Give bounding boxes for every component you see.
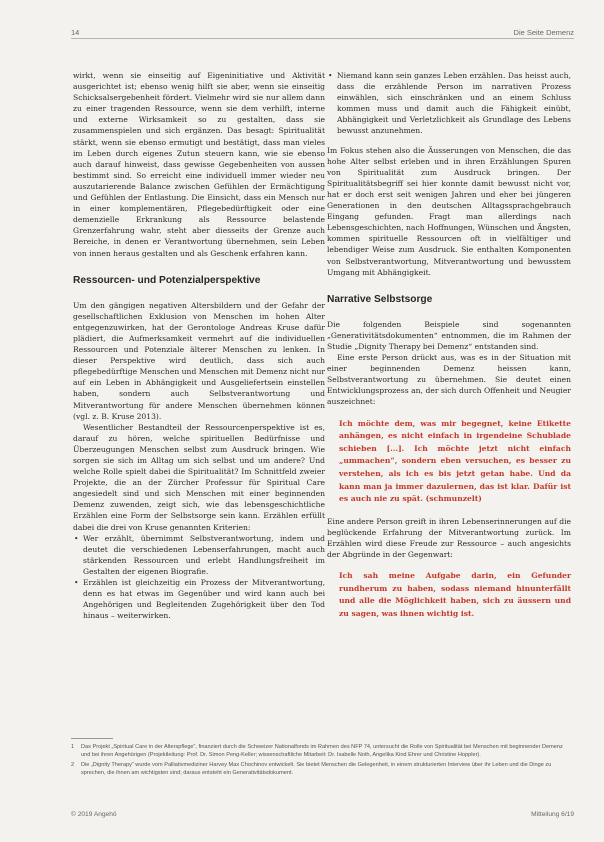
footnote: 1 Das Projekt „Spiritual Care in der Alterspflege“, finanziert durch die Schweizer Nationalfonds im Rahmen des NFP 74, untersucht die Rolle von Spiritualität bei Menschen mit beginnender Demenz und bei ihren Angehörigen (Projektleitung: Prof. Dr. Simon Peng-Keller; wissenschaftliche Mitarbeit: Dr. Isabelle Noth, Angelika Kind Ehrer und Christine Hoppler). xyxy=(71,744,563,758)
paragraph-erste-person: Eine erste Person drückt aus, was es in der Situation mit einer beginnenden Demenz heissen kann, Selbstverantwortung zu übernehmen. Sie deutet einen Entwicklungsprozess an, der sich durch Offenheit und Neugier auszeichnet: xyxy=(327,353,571,407)
footnote: 2 Die „Dignity Therapy“ wurde vom Palliativmediziner Harvey Max Chochinov entwickelt. Sie bietet Menschen die Gelegenheit, in einem strukturierten Interview über ihr Leben und die Dinge zu sprechen, die ihnen am wichtigsten sind; daraus entsteht ein Generativitätsdokument. xyxy=(71,762,552,776)
footer-issue: Mitteilung 6/19 xyxy=(531,811,574,818)
list-item: • Niemand kann sein ganzes Leben erzählen. Das heisst auch, dass die erzählende Person im narrativen Prozess einwählen, sich einschränken und an einem Schluss kommen muss und damit auch die Fähigkeit einübt, Abhängigkeit und Verletzlichkeit als Grundlage des Lebens bewusst anzunehmen. xyxy=(327,70,571,137)
page-number: 14 xyxy=(71,28,80,37)
list-item: • Wer erzählt, übernimmt Selbstverantwortung, indem und deutet die verschiedenen Lebenserfahrungen, macht auch stärkenden Ressourcen und erlebt Handlungsfreiheit im Gestalten der eigenen Biografie. xyxy=(73,533,325,577)
paragraph-ressourcen-2: Wesentlicher Bestandteil der Ressourcenperspektive ist es, darauf zu hören, welche spirituellen Bedürfnisse und Überzeugungen Menschen selbst zum Ausdruck bringen. Wie sorgen sie sich im Alltag um sich selbst und um andere? Und welche Rolle spielt dabei die Spiritualität? Im Schnittfeld zweier Projekte, die an der Zürcher Professur für Spiritual Care angesiedelt sind und sich Menschen mit einer beginnenden Demenz zuwenden, zeigt sich, wie das lebensgeschichtliche Erzählen eine Form der Selbstsorge sein kann. Erzählen erfüllt dabei die drei von Kruse genannten Kriterien: xyxy=(73,422,325,532)
paragraph-beispiele: Die folgenden Beispiele sind sogenannten „Generativitätsdokumenten“ entnommen, die im Rahmen der Studie „Dignity Therapy bei Demenz“ entstanden sind. xyxy=(327,319,571,351)
paragraph-ressourcen-1: Um den gängigen negativen Altersbildern und der Gefahr der gesellschaftlichen Exklusion von Menschen im hohen Alter entgegenzuwirken, hat der Gerontologe Andreas Kruse dafür plädiert, die Aufmerksamkeit vermehrt auf die individuellen Ressourcen und Potenziale älterer Menschen zu lenken. In dieser Perspektive wird deutlich, dass sich auch pflegebedürftige Menschen und Menschen mit Demenz nicht nur auf ein Leben in Abhängigkeit und Ausgeliefertsein einstellen haben, sondern auch Selbstverantwortung und Mitverantwortung für andere Menschen übernehmen können (vgl. z. B. Kruse 2013). xyxy=(73,300,325,421)
running-head-title: Die Seite Demenz xyxy=(513,28,574,37)
footer-copyright: © 2019 Angehö xyxy=(71,811,117,818)
criteria-list xyxy=(73,533,325,622)
quote-block-1: Ich möchte dem, was mir begegnet, keine Etikette anhängen, es nicht einfach in irgendeine Schublade schieben [...]. Ich möchte jetzt nicht einfach „ummachen“, sondern eben versuchen, es besser zu verstehen, als ich es bis jetzt getan habe. Und da kann man ja immer dazulernen, das ist klar. Dafür ist es auch nie zu spät. (schmunzelt) xyxy=(339,418,571,504)
paragraph-andere-person: Eine andere Person greift in ihren Lebenserinnerungen auf die beglückende Erfahrung der Mitverantwortung zurück. Im Erzählen wird diese Freude zur Ressource – auch angesichts der Abgründe in der Gegenwart: xyxy=(327,516,571,559)
section-heading-ressourcen: Ressourcen- und Potenzialperspektive xyxy=(73,274,261,286)
criteria-list-continued xyxy=(327,70,571,137)
footnotes xyxy=(71,743,571,779)
footnote-rule xyxy=(71,738,113,739)
right-column xyxy=(327,70,571,630)
list-item: • Erzählen ist gleichzeitig ein Prozess der Mitverantwortung, denn es hat etwas im Gegenüber und wird kann auch bei Angehörigen und Begleitenden Zugehörigkeit über den Tod hinaus – weiterwirken. xyxy=(73,577,325,621)
section-heading-narrative: Narrative Selbstsorge xyxy=(327,293,433,305)
quote-block-2: Ich sah meine Aufgabe darin, ein Gefunder rundherum zu haben, sodass niemand hinunterfällt und alle die Möglichkeit haben, sich zu äussern und zu sagen, was ihnen wichtig ist. xyxy=(339,571,571,618)
paragraph-fokus: Im Fokus stehen also die Äusserungen von Menschen, die das hohe Alter selbst erleben und in ihren Erzählungen Spuren von Spiritualität zum Ausdruck bringen. Der Spiritualitätsbegriff sei hier konnte damit bewusst nicht vor, hat er doch erst seit wenigen Jahren und eher bei jüngeren Generationen in den deutschen Alltagssprachgebrauch Eingang gefunden. Fragt man allerdings nach Lebensgeschichten, nach Hoffnungen, Wünschen und Ängsten, kommen spirituelle Ressourcen oft in vielfältiger und lebendiger Weise zum Ausdruck. Sie enthalten Komponenten von Selbstverantwortung, Mitverantwortung und bewusstem Umgang mit Abhängigkeit. xyxy=(327,145,571,277)
left-column xyxy=(73,70,325,621)
header-rule xyxy=(71,38,574,39)
intro-paragraph: wirkt, wenn sie einseitig auf Eigeninitiative und Aktivität ausgerichtet ist; ebenso wenig hilft sie aber, wenn sie einseitig Schicksalsergebenheit fördert. Vielmehr wird sie nur allem dann zu einer tragenden Ressource, wenn sie dem verhilft, interne und externe Wirksamkeit so zu gestalten, dass sie zusammenspielen und sich ergänzen. Das besagt: Spiritualität stärkt, wenn sie ebenso ermutigt und bestätigt, dass man vieles im Leben durch eigenes Zutun steuern kann, wie sie ebenso auch darauf hinweist, dass gewisse Gegebenheiten von aussen bestimmt sind. So erreicht eine individuell immer wieder neu auszutarierende Balance zwischen Gefühlen der Ermächtigung und Gefühlen der Entlastung. Die Einsicht, dass ein Mensch nur in einer komplementären, Pflegebedürftigkeit oder eine demenzielle Erkrankung als Ressource belastende Grenzerfahrung wahr, steht aber diesseits der Grenze auch Bereiche, in denen er Verantwortung übernehmen, sein Leben von innen heraus gestalten und als Geschenk erfahren kann. xyxy=(73,71,325,258)
